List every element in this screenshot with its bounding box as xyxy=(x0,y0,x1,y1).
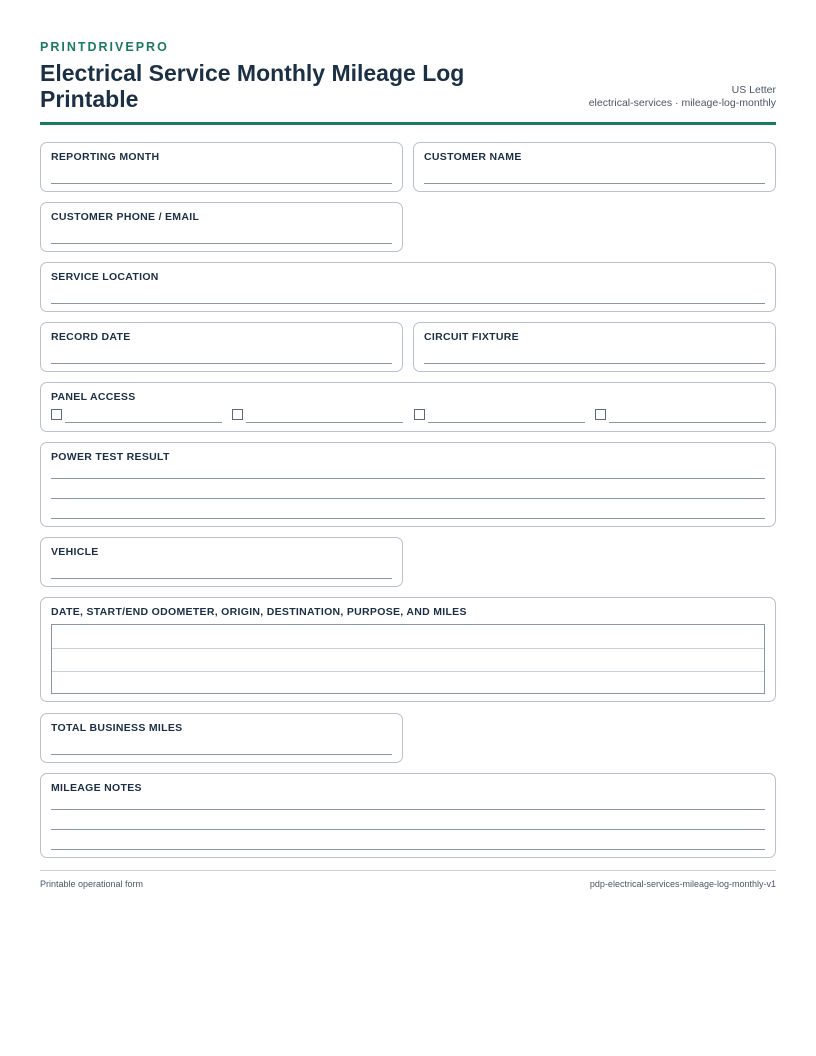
panel-access-label: PANEL ACCESS xyxy=(51,391,136,403)
mileage-notes-line-1[interactable] xyxy=(51,809,765,810)
panel-access-field xyxy=(40,382,776,432)
footer-left-text: Printable operational form xyxy=(40,879,144,889)
option-input-line[interactable] xyxy=(246,422,403,423)
reporting-month-input-line[interactable] xyxy=(51,183,392,184)
page-title: Electrical Service Monthly Mileage Log Printable xyxy=(40,60,465,112)
power-test-result-field xyxy=(40,442,776,527)
paper-size: US Letter xyxy=(731,84,776,96)
customer-name-field xyxy=(413,142,776,192)
reporting-month-field xyxy=(40,142,403,192)
panel-access-option-4 xyxy=(595,407,766,423)
table-row-divider xyxy=(52,648,764,649)
mileage-notes-line-2[interactable] xyxy=(51,829,765,830)
trip-log-table xyxy=(51,624,765,694)
vehicle-input-line[interactable] xyxy=(51,578,392,579)
customer-name-label: CUSTOMER NAME xyxy=(424,151,522,163)
panel-access-option-1 xyxy=(51,407,222,423)
power-test-result-line-1[interactable] xyxy=(51,478,765,479)
customer-contact-label: CUSTOMER PHONE / EMAIL xyxy=(51,211,200,223)
option-input-line[interactable] xyxy=(65,422,222,423)
option-input-line[interactable] xyxy=(609,422,766,423)
power-test-result-line-3[interactable] xyxy=(51,518,765,519)
circuit-fixture-label: CIRCUIT FIXTURE xyxy=(424,331,519,343)
header-meta xyxy=(589,84,776,110)
power-test-result-line-2[interactable] xyxy=(51,498,765,499)
form-path: electrical-services · mileage-log-monthly xyxy=(588,97,776,109)
record-date-input-line[interactable] xyxy=(51,363,392,364)
total-business-miles-label: TOTAL BUSINESS MILES xyxy=(51,722,183,734)
power-test-result-label: POWER TEST RESULT xyxy=(51,451,170,463)
table-row-divider xyxy=(52,671,764,672)
trip-log-label: DATE, START/END ODOMETER, ORIGIN, DESTINATION, PURPOSE, AND MILES xyxy=(51,606,467,618)
customer-contact-input-line[interactable] xyxy=(51,243,392,244)
mileage-notes-label: MILEAGE NOTES xyxy=(51,782,142,794)
trip-log-field xyxy=(40,597,776,702)
checkbox[interactable] xyxy=(51,409,62,420)
reporting-month-label: REPORTING MONTH xyxy=(51,151,160,163)
circuit-fixture-input-line[interactable] xyxy=(424,363,765,364)
footer-rule xyxy=(40,870,776,871)
footer-form-id: pdp-electrical-services-mileage-log-monthly-v1 xyxy=(589,879,776,889)
checkbox[interactable] xyxy=(232,409,243,420)
customer-contact-field xyxy=(40,202,403,252)
total-business-miles-input-line[interactable] xyxy=(51,754,392,755)
service-location-input-line[interactable] xyxy=(51,303,765,304)
mileage-notes-field xyxy=(40,773,776,858)
total-business-miles-field xyxy=(40,713,403,763)
record-date-label: RECORD DATE xyxy=(51,331,131,343)
vehicle-label: VEHICLE xyxy=(51,546,99,558)
option-input-line[interactable] xyxy=(428,422,585,423)
panel-access-option-3 xyxy=(414,407,585,423)
customer-name-input-line[interactable] xyxy=(424,183,765,184)
panel-access-option-2 xyxy=(232,407,403,423)
vehicle-field xyxy=(40,537,403,587)
checkbox[interactable] xyxy=(595,409,606,420)
service-location-label: SERVICE LOCATION xyxy=(51,271,159,283)
brand-name: PRINTDRIVEPRO xyxy=(40,40,169,54)
mileage-notes-line-3[interactable] xyxy=(51,849,765,850)
header-rule xyxy=(40,122,776,125)
record-date-field xyxy=(40,322,403,372)
circuit-fixture-field xyxy=(413,322,776,372)
service-location-field xyxy=(40,262,776,312)
checkbox[interactable] xyxy=(414,409,425,420)
